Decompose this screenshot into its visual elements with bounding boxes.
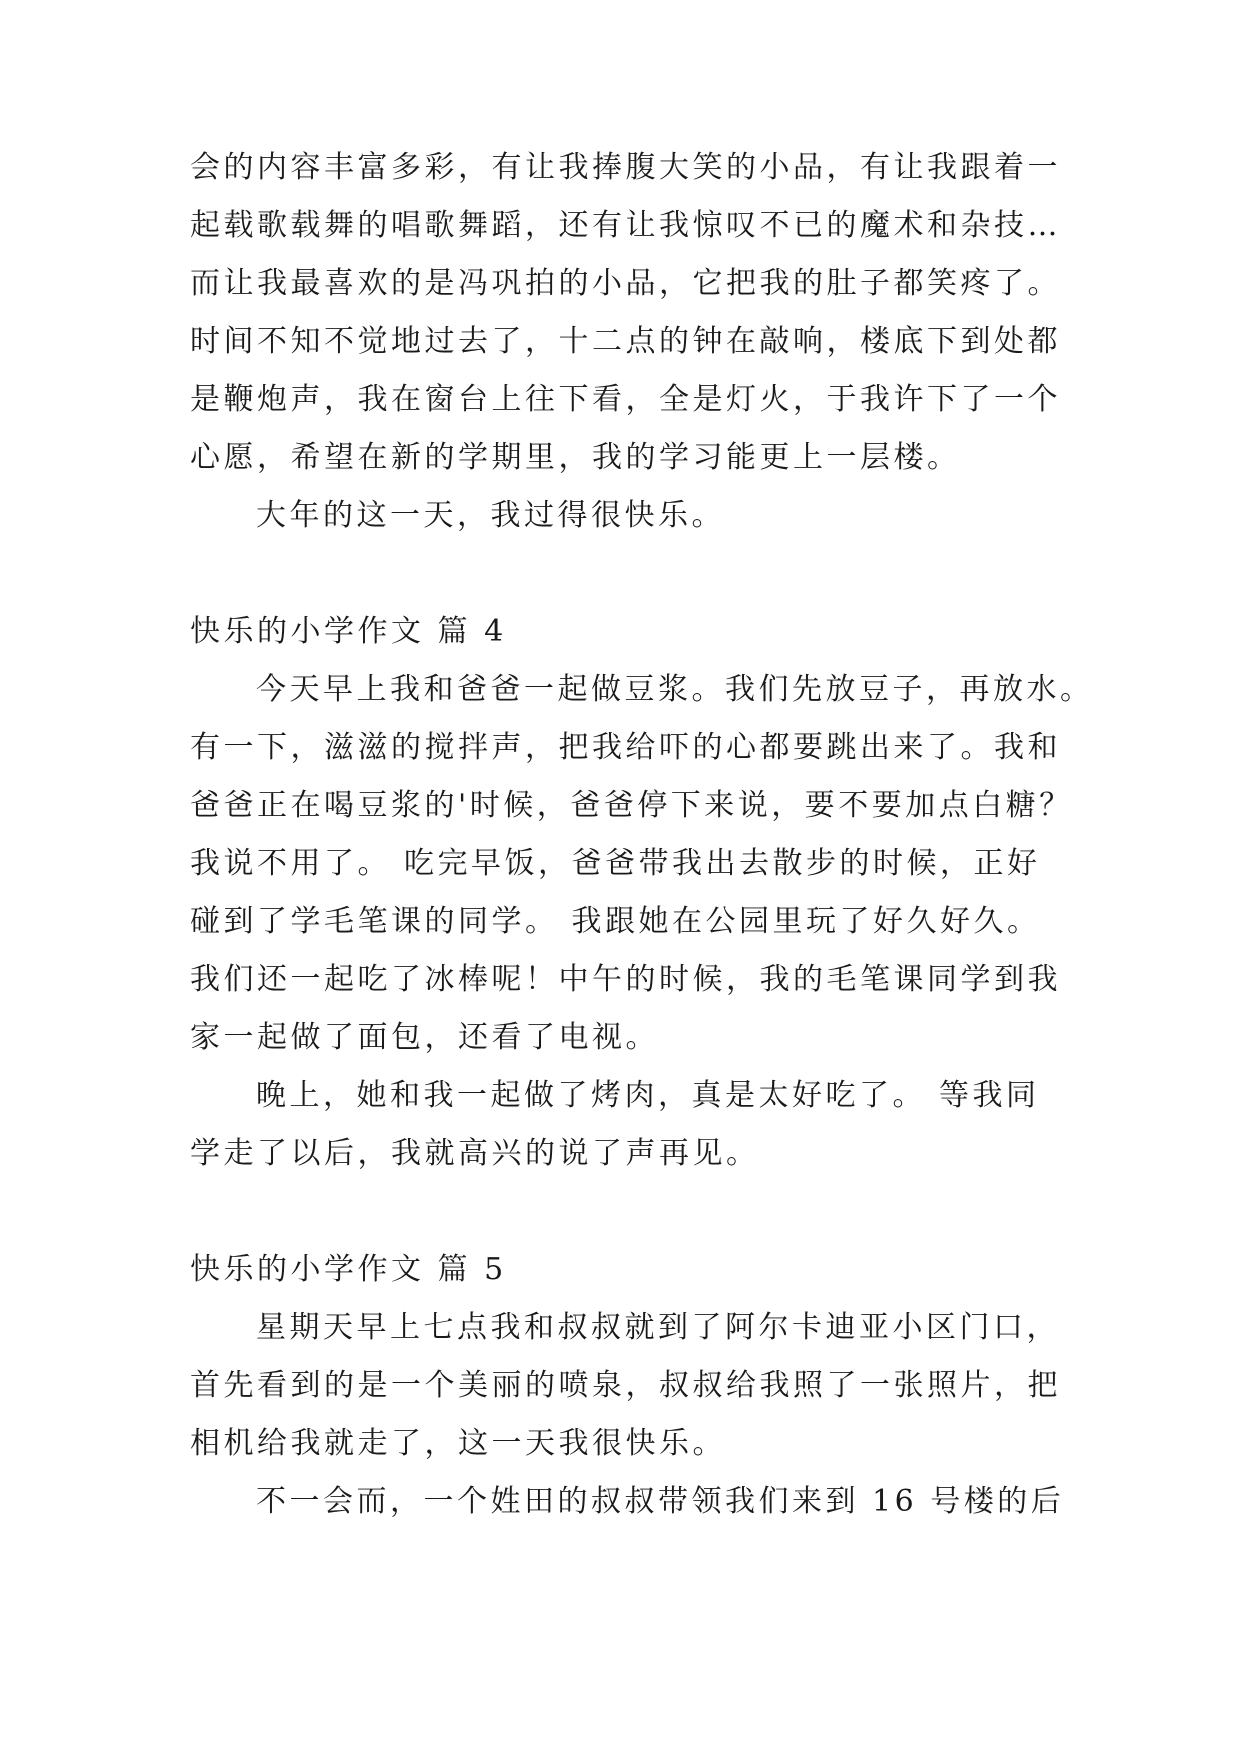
paragraph-line: 起载歌载舞的唱歌舞蹈，还有让我惊叹不已的魔术和杂技… <box>190 208 1061 243</box>
paragraph-line: 有一下，滋滋的搅拌声，把我给吓的心都要跳出来了。我和 <box>190 730 1061 765</box>
section-heading: 快乐的小学作文 篇 4 <box>190 614 507 649</box>
paragraph-line: 我们还一起吃了冰棒呢！中午的时候，我的毛笔课同学到我 <box>190 962 1061 997</box>
paragraph-line: 心愿，希望在新的学期里，我的学习能更上一层楼。 <box>190 440 961 475</box>
paragraph-line: 晚上，她和我一起做了烤肉，真是太好吃了。 等我同 <box>256 1078 1040 1113</box>
section-heading: 快乐的小学作文 篇 5 <box>190 1252 507 1287</box>
paragraph-line: 不一会而，一个姓田的叔叔带领我们来到 16 号楼的后 <box>256 1484 1065 1519</box>
paragraph-line: 是鞭炮声，我在窗台上往下看，全是灯火，于我许下了一个 <box>190 382 1061 417</box>
paragraph-line: 大年的这一天，我过得很快乐。 <box>256 498 725 533</box>
paragraph-line: 家一起做了面包，还看了电视。 <box>190 1020 659 1055</box>
paragraph-line: 今天早上我和爸爸一起做豆浆。我们先放豆子，再放水。 <box>256 672 1094 707</box>
paragraph-line: 会的内容丰富多彩，有让我捧腹大笑的小品，有让我跟着一 <box>190 150 1061 185</box>
paragraph-line: 星期天早上七点我和叔叔就到了阿尔卡迪亚小区门口， <box>256 1310 1060 1345</box>
paragraph-line: 爸爸正在喝豆浆的'时候，爸爸停下来说，要不要加点白糖？ <box>190 788 1073 823</box>
paragraph-line: 碰到了学毛笔课的同学。 我跟她在公园里玩了好久好久。 <box>190 904 1041 939</box>
paragraph-line: 时间不知不觉地过去了，十二点的钟在敲响，楼底下到处都 <box>190 324 1061 359</box>
paragraph-line: 而让我最喜欢的是冯巩拍的小品，它把我的肚子都笑疼了。 <box>190 266 1061 301</box>
paragraph-line: 相机给我就走了，这一天我很快乐。 <box>190 1426 726 1461</box>
paragraph-line: 学走了以后，我就高兴的说了声再见。 <box>190 1136 760 1171</box>
paragraph-line: 我说不用了。 吃完早饭，爸爸带我出去散步的时候，正好 <box>190 846 1041 881</box>
paragraph-line: 首先看到的是一个美丽的喷泉，叔叔给我照了一张照片，把 <box>190 1368 1061 1403</box>
